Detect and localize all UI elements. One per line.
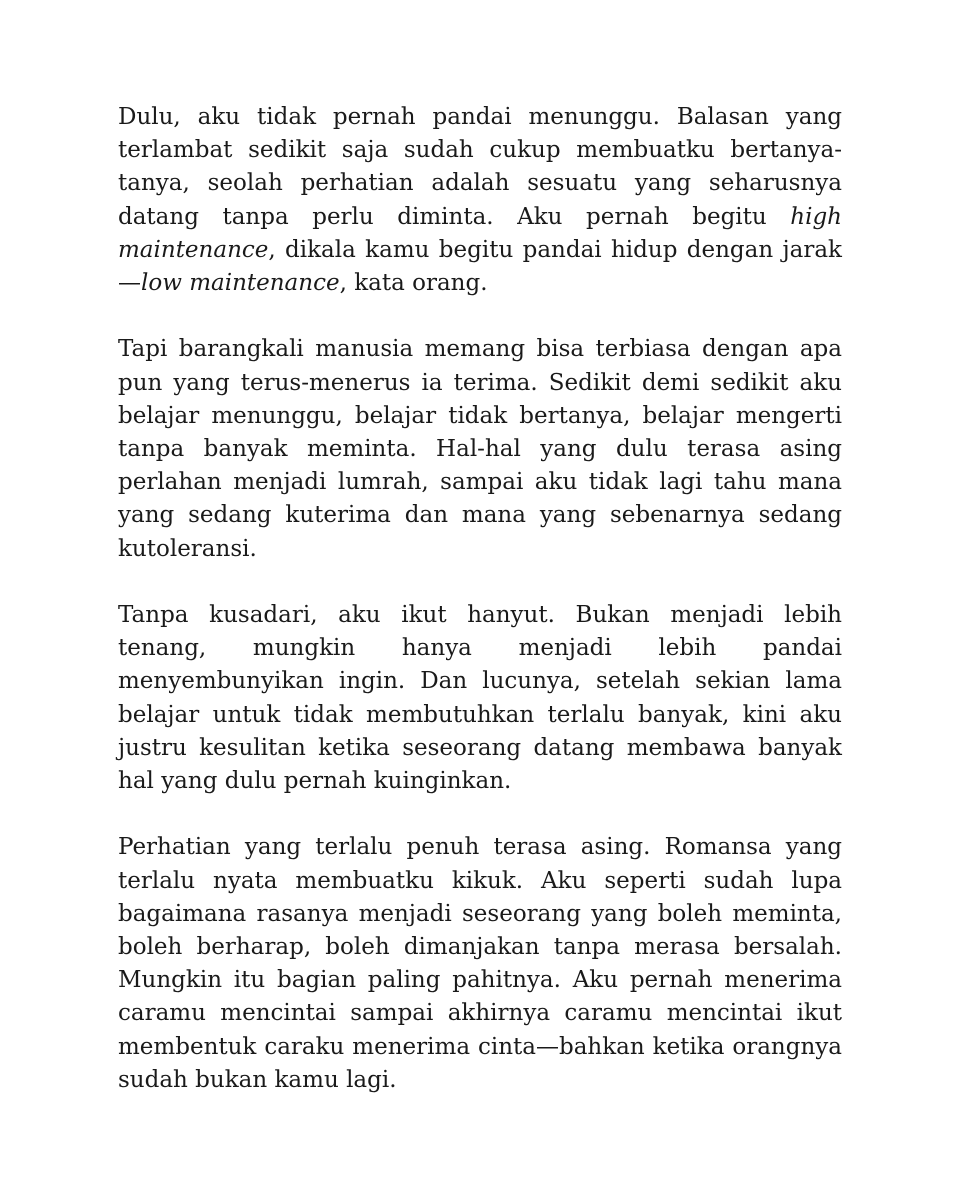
document-body (118, 101, 842, 1097)
paragraph-1-text-2: , dikala kamu begitu pandai hidup dengan jarak— (118, 236, 842, 297)
paragraph-3-text: Tanpa kusadari, aku ikut hanyut. Bukan menjadi lebih tenang, mungkin hanya menjadi lebih pandai menyembunyikan ingin. Dan lucunya, setelah sekian lama belajar untuk tidak membutuhkan terlalu banyak, kini aku justru kesulitan ketika seseorang datang membawa banyak hal yang dulu pernah kuinginkan. (118, 602, 842, 795)
paragraph-1-text-1: Dulu, aku tidak pernah pandai menunggu. Balasan yang terlambat sedikit saja sudah cukup membuatku bertanya-tanya, seolah perhatian adalah sesuatu yang seharusnya datang tanpa perlu diminta. Aku pernah begitu (118, 104, 842, 230)
paragraph-4 (118, 831, 842, 1097)
paragraph-4-text: Perhatian yang terlalu penuh terasa asing. Romansa yang terlalu nyata membuatku kikuk. Aku seperti sudah lupa bagaimana rasanya menjadi seseorang yang boleh meminta, boleh berharap, boleh dimanjakan tanpa merasa bersalah. Mungkin itu bagian paling pahitnya. Aku pernah menerima caramu mencintai sampai akhirnya caramu mencintai ikut membentuk caraku menerima cinta—bahkan ketika orangnya sudah bukan kamu lagi. (118, 834, 842, 1093)
paragraph-1 (118, 101, 842, 300)
paragraph-2 (118, 333, 842, 565)
paragraph-1-italic-low-maintenance: low maintenance (141, 270, 340, 297)
paragraph-3 (118, 599, 842, 798)
paragraph-1-text-3: , kata orang. (339, 270, 488, 297)
paragraph-1-italic-high-maintenance: high maintenance (118, 203, 842, 263)
paragraph-2-text: Tapi barangkali manusia memang bisa terbiasa dengan apa pun yang terus-menerus ia terima. Sedikit demi sedikit aku belajar menunggu, belajar tidak bertanya, belajar mengerti tanpa banyak meminta. Hal-hal yang dulu terasa asing perlahan menjadi lumrah, sampai aku tidak lagi tahu mana yang sedang kuterima dan mana yang sebenarnya sedang kutoleransi. (118, 336, 842, 562)
